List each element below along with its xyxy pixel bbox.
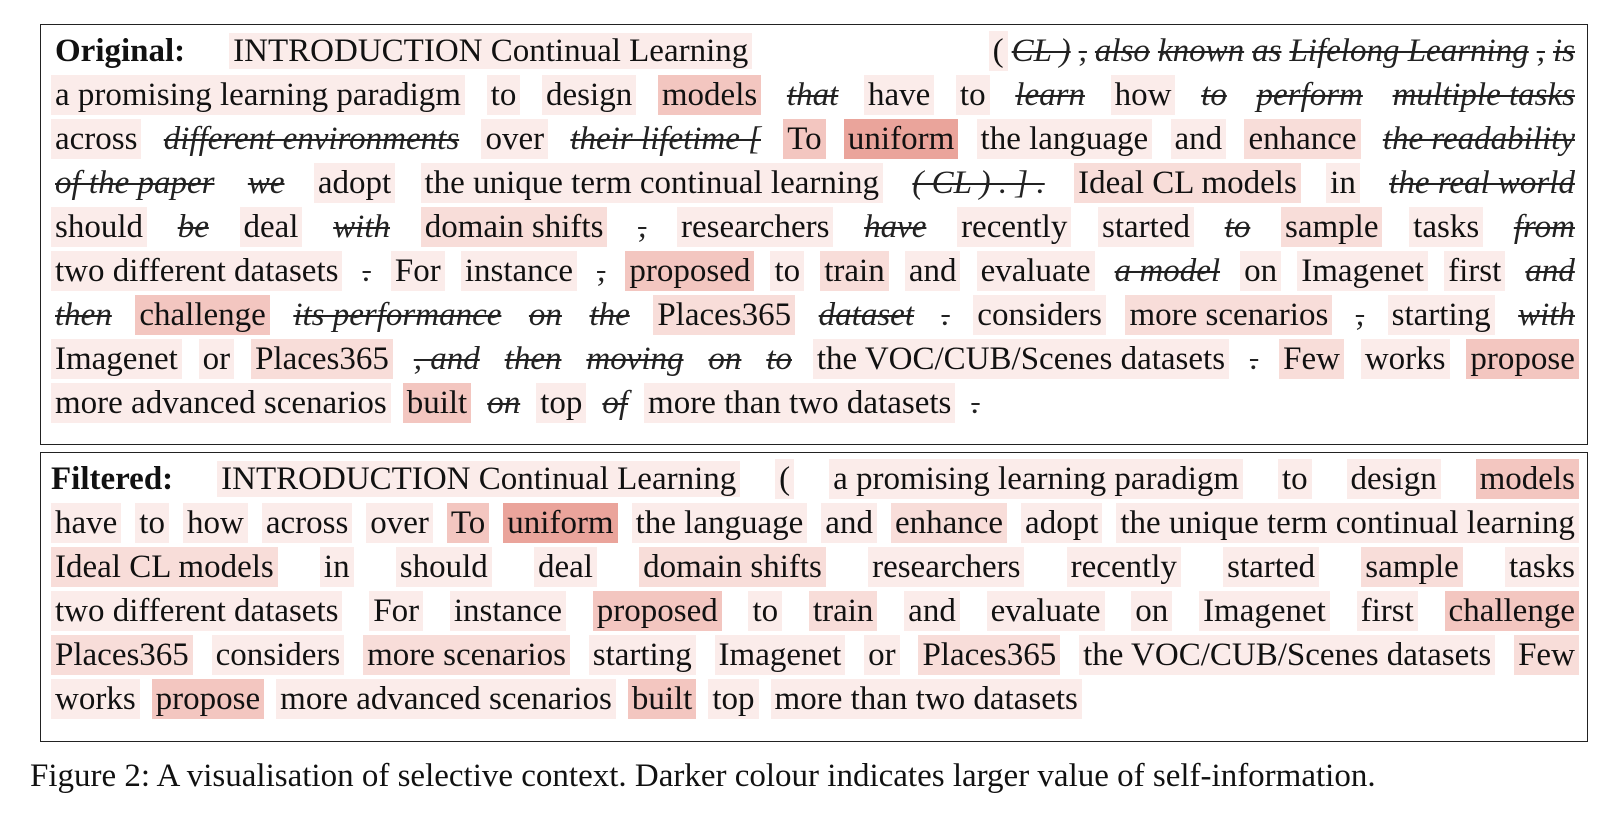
original-line-9 [51,381,1579,425]
token: uniform [503,503,617,543]
deleted-token: with [1518,297,1575,333]
deleted-token: , [638,209,647,245]
token: INTRODUCTION Continual Learning [229,33,752,69]
deleted-token: , [1078,33,1087,69]
original-panel [40,24,1588,445]
token: proposed [593,591,722,631]
deleted-token: learn [1015,77,1085,113]
token: to [1278,459,1312,499]
deleted-token: the [589,297,630,333]
deleted-token: , [1536,33,1545,69]
token: adopt [1021,503,1102,543]
token: Places365 [653,295,795,335]
token: domain shifts [421,207,608,247]
token: to [956,75,990,115]
token: the language [632,503,808,543]
token: ( [989,31,1008,71]
token: to [135,503,169,543]
token: should [396,547,492,587]
token: deal [240,207,303,247]
token: proposed [625,251,754,291]
token: and [1171,119,1227,159]
token: across [51,119,141,159]
original-line-2 [51,73,1579,117]
token: to [748,591,782,631]
token: more advanced scenarios [51,383,391,423]
deleted-token: multiple tasks [1392,77,1575,113]
deleted-token: Lifelong Learning [1289,33,1529,69]
token: a promising learning paradigm [829,459,1243,499]
original-line-6 [51,249,1579,293]
filtered-line-1 [51,457,1579,501]
token: models [658,75,761,115]
deleted-token: a model [1114,253,1221,289]
token: enhance [891,503,1007,543]
token: a promising learning paradigm [51,75,465,115]
token: on [1240,251,1281,291]
token: the VOC/CUB/Scenes datasets [813,339,1229,379]
token: recently [957,207,1071,247]
filtered-line-5 [51,633,1579,677]
token: and [905,251,961,291]
token: For [369,591,423,631]
filtered-label-group [51,459,740,499]
deleted-token: . [362,253,371,289]
deleted-token: of the paper [55,165,215,201]
token: the unique term continual learning [421,163,884,203]
deleted-token: we [247,165,285,201]
deleted-token: be [177,209,209,245]
token: researchers [868,547,1024,587]
token: researchers [677,207,833,247]
token: challenge [135,295,269,335]
original-line-7 [51,293,1579,337]
original-line-1 [51,29,1579,73]
token: design [1347,459,1441,499]
filtered-panel [40,452,1588,742]
token: in [320,547,354,587]
token: on [1131,591,1172,631]
token: INTRODUCTION Continual Learning [217,461,740,497]
filtered-line-2 [51,501,1579,545]
token: deal [534,547,597,587]
token: started [1098,207,1194,247]
deleted-token: on [528,297,562,333]
token: instance [461,251,577,291]
filtered-line-3 [51,545,1579,589]
token: Ideal CL models [51,547,278,587]
token: more scenarios [363,635,570,675]
token: two different datasets [51,591,342,631]
token: sample [1361,547,1462,587]
deleted-token: . [1249,341,1259,377]
deleted-token: as [1252,33,1282,69]
token: To [783,119,825,159]
figure-caption: Figure 2: A visualisation of selective context. Darker colour indicates larger value of self-information. [30,758,1376,794]
token: Imagenet [715,635,846,675]
token: Imagenet [1297,251,1428,291]
original-line-5 [51,205,1579,249]
token: instance [450,591,566,631]
deleted-token: from [1513,209,1575,245]
deleted-token: known [1157,33,1245,69]
token: works [1361,339,1450,379]
original-line-8 [51,337,1579,381]
token: To [447,503,489,543]
deleted-token: then [55,297,112,333]
deleted-token: also [1094,33,1150,69]
token: Few [1514,635,1579,675]
deleted-token: to [766,341,792,377]
token: domain shifts [639,547,826,587]
deleted-token: its performance [293,297,502,333]
token: more than two datasets [644,383,955,423]
deleted-token: ( CL ) . ] . [912,165,1045,201]
deleted-token: to [1224,209,1251,245]
token: Places365 [51,635,193,675]
token: over [481,119,548,159]
filtered-line-4 [51,589,1579,633]
deleted-token: CL ) [1011,33,1071,69]
deleted-token: . [971,385,980,421]
deleted-token: , and [413,341,480,377]
deleted-token: the readability [1382,121,1575,157]
token: For [391,251,445,291]
deleted-token: different environments [163,121,460,157]
deleted-token: is [1552,33,1575,69]
deleted-token: have [864,209,927,245]
deleted-token: with [333,209,391,245]
token: more than two datasets [771,679,1082,719]
token: Places365 [918,635,1060,675]
token: propose [1466,339,1578,379]
token: considers [212,635,345,675]
token: over [366,503,433,543]
token: Imagenet [51,339,182,379]
token: Few [1279,339,1344,379]
token: the VOC/CUB/Scenes datasets [1079,635,1495,675]
deleted-token: dataset [818,297,914,333]
token: ( [775,459,794,499]
token: more advanced scenarios [276,679,616,719]
token: first [1357,591,1418,631]
token: tasks [1409,207,1483,247]
token: starting [1388,295,1495,335]
deleted-token: , [1355,297,1365,333]
token: two different datasets [51,251,342,291]
original-label: Original: [55,33,186,69]
token: starting [589,635,696,675]
deleted-token: , [597,253,606,289]
original-line-3 [51,117,1579,161]
deleted-token: the real world [1389,165,1575,201]
token: uniform [844,119,958,159]
token: Ideal CL models [1074,163,1301,203]
token: works [51,679,140,719]
token: evaluate [987,591,1105,631]
deleted-token: to [1201,77,1227,113]
token: should [51,207,147,247]
token: challenge [1445,591,1579,631]
original-line-4 [51,161,1579,205]
token: how [183,503,248,543]
token: models [1476,459,1579,499]
deleted-token: their lifetime [ [570,121,761,157]
token: in [1326,163,1360,203]
token: recently [1067,547,1181,587]
deleted-token: then [504,341,562,377]
token: train [809,591,877,631]
token: or [199,339,235,379]
token: design [542,75,636,115]
token: built [403,383,472,423]
token: tasks [1505,547,1579,587]
token: started [1223,547,1319,587]
token: evaluate [977,251,1095,291]
filtered-label: Filtered: [51,461,174,497]
token: sample [1281,207,1382,247]
token: have [51,503,121,543]
deleted-token: on [708,341,742,377]
token: top [536,383,586,423]
token: first [1444,251,1505,291]
deleted-token: moving [586,341,684,377]
deleted-token: that [786,77,839,113]
token: the unique term continual learning [1116,503,1579,543]
token: and [821,503,877,543]
token: enhance [1244,119,1360,159]
token: across [262,503,352,543]
token: adopt [314,163,395,203]
token: train [820,251,888,291]
token: Imagenet [1199,591,1330,631]
token: the language [977,119,1153,159]
token: or [864,635,900,675]
token: have [864,75,934,115]
token: and [904,591,960,631]
deleted-token: and [1525,253,1575,289]
deleted-token: of [602,385,629,421]
token: to [770,251,804,291]
original-label-group [51,31,756,71]
deleted-token: on [487,385,521,421]
token: to [487,75,521,115]
deleted-token: . [941,297,950,333]
deleted-token: perform [1256,77,1363,113]
token: considers [973,295,1106,335]
token: built [628,679,697,719]
token: top [708,679,758,719]
token: more scenarios [1125,295,1332,335]
token: propose [152,679,264,719]
filtered-line-6 [51,677,1579,721]
token: how [1111,75,1176,115]
token: Places365 [251,339,393,379]
